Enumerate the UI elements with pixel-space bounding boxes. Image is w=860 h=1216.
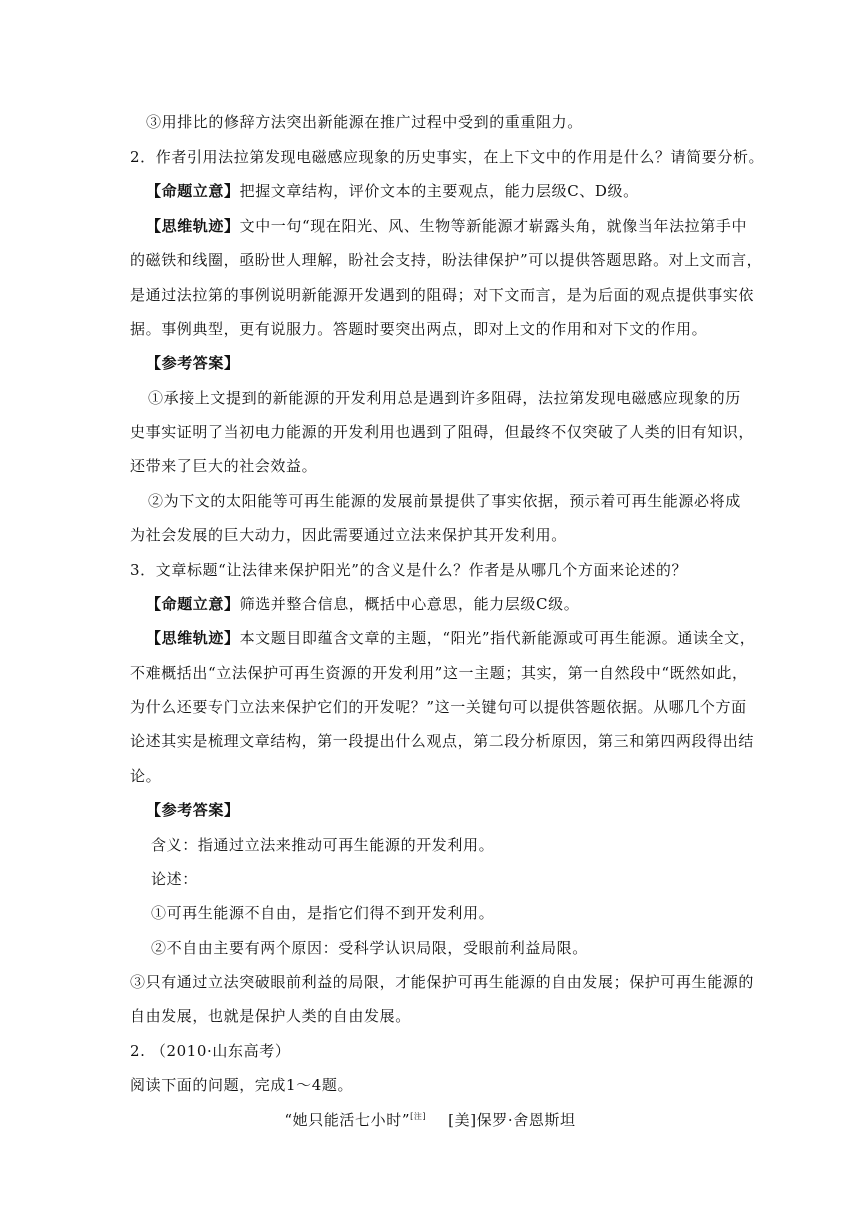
q3-point: ①可再生能源不自由，是指它们得不到开发利用。 bbox=[151, 904, 495, 922]
q2-trace-line: 的磁铁和线圈，亟盼世人理解，盼社会支持，盼法律保护”可以提供答题思路。对上文而言， bbox=[130, 251, 763, 269]
q3-intent-text: 筛选并整合信息，概括中心意思，能力层级C级。 bbox=[239, 595, 580, 613]
q2-answer-line: ②为下文的太阳能等可再生能源的发展前景提供了事实依据，预示着可再生能源必将成 bbox=[148, 492, 741, 510]
q3-trace-line: 论述其实是梳理文章结构，第一段提出什么观点，第二段分析原因，第三和第四两段得出结 bbox=[130, 732, 755, 750]
article-title-line bbox=[0, 1110, 860, 1130]
q2-answer-line: ①承接上文提到的新能源的开发利用总是遇到许多阻碍，法拉第发现电磁感应现象的历 bbox=[148, 389, 741, 407]
section-heading: 2. （2010·山东高考） bbox=[130, 1042, 291, 1060]
q2-intent bbox=[146, 181, 746, 201]
q3-point: ③只有通过立法突破眼前利益的局限，才能保护可再生能源的自由发展；保护可再生能源的 bbox=[130, 973, 755, 991]
q2-trace-line: 文中一句“现在阳光、风、生物等新能源才崭露头角，就像当年法拉第手中 bbox=[239, 217, 748, 235]
q2-answer-label: 【参考答案】 bbox=[146, 354, 240, 372]
q3-trace-line: 不难概括出“立法保护可再生资源的开发利用”这一主题；其实，第一自然段中“既然如此， bbox=[130, 664, 748, 682]
q3-point: ②不自由主要有两个原因：受科学认识局限，受眼前利益局限。 bbox=[151, 939, 588, 957]
article-title: “她只能活七小时” bbox=[284, 1111, 411, 1129]
q2-trace-line: 据。事例典型，更有说服力。答题时要突出两点，即对上文的作用和对下文的作用。 bbox=[130, 320, 708, 338]
q2-trace-first bbox=[146, 216, 746, 236]
q2-answer-line: 史事实证明了当初电力能源的开发利用也遇到了阻碍，但最终不仅突破了人类的旧有知识， bbox=[130, 423, 755, 441]
q2-intent-text: 把握文章结构，评价文本的主要观点，能力层级C、D级。 bbox=[239, 182, 639, 200]
q3-trace-first bbox=[146, 628, 756, 648]
q2-trace-line: 是通过法拉第的事例说明新能源开发遇到的阻碍；对下文而言，是为后面的观点提供事实依 bbox=[130, 286, 755, 304]
q2-intent-label: 【命题立意】 bbox=[146, 182, 240, 200]
q3-meaning: 含义：指通过立法来推动可再生能源的开发利用。 bbox=[151, 836, 495, 854]
q2-answer-line: 为社会发展的巨大动力，因此需要通过立法来保护其开发利用。 bbox=[130, 526, 567, 544]
q3-question: 3．文章标题“让法律来保护阳光”的含义是什么？作者是从哪几个方面来论述的？ bbox=[130, 561, 688, 579]
q3-trace-line: 论。 bbox=[130, 767, 162, 785]
q2-trace-label: 【思维轨迹】 bbox=[146, 217, 240, 235]
q3-answer-label: 【参考答案】 bbox=[146, 801, 240, 819]
q3-trace-line: 为什么还要专门立法来保护它们的开发呢？”这一关键句可以提供答题依据。从哪几个方面 bbox=[130, 698, 747, 716]
reading-instruction: 阅读下面的问题，完成1～4题。 bbox=[130, 1076, 354, 1094]
q3-argument-label: 论述： bbox=[151, 870, 198, 888]
q2-question: 2．作者引用法拉第发现电磁感应现象的历史事实，在上下文中的作用是什么？请简要分析。 bbox=[130, 148, 765, 166]
q3-trace-label: 【思维轨迹】 bbox=[146, 629, 240, 647]
q3-intent bbox=[146, 594, 746, 614]
q1-item-3: ③用排比的修辞方法突出新能源在推广过程中受到的重重阻力。 bbox=[146, 113, 583, 131]
footnote-mark: [注] bbox=[410, 1112, 427, 1121]
q3-point: 自由发展，也就是保护人类的自由发展。 bbox=[130, 1007, 411, 1025]
q3-trace-line: 本文题目即蕴含文章的主题，“阳光”指代新能源或可再生能源。通读全文， bbox=[239, 629, 756, 647]
q3-intent-label: 【命题立意】 bbox=[146, 595, 240, 613]
article-author: [美]保罗·舍恩斯坦 bbox=[448, 1111, 576, 1129]
q2-answer-line: 还带来了巨大的社会效益。 bbox=[130, 457, 318, 475]
